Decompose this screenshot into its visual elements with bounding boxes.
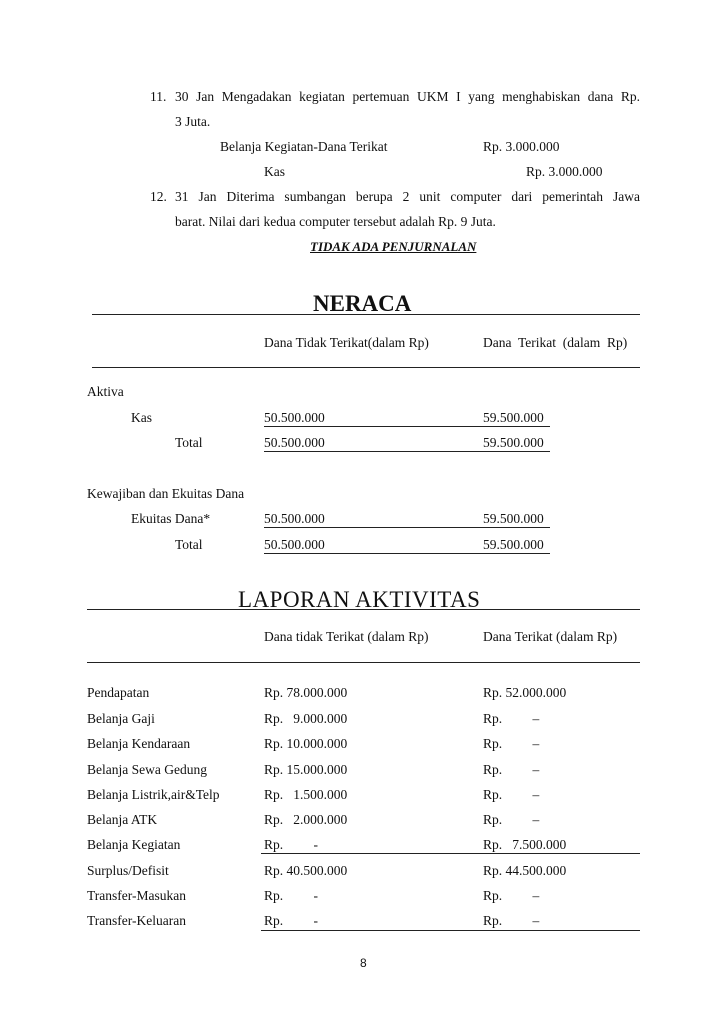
laporan-row-col1: Rp. 15.000.000	[264, 762, 348, 777]
journal-debit-account: Belanja Kegiatan-Dana Terikat	[220, 139, 388, 154]
laporan-row-col2: Rp. –	[483, 711, 540, 726]
neraca-total1-label: Total	[175, 435, 203, 450]
neraca-total2-col2: 59.500.000	[483, 537, 544, 552]
laporan-row-label: Belanja ATK	[87, 812, 158, 827]
laporan-row-label: Transfer-Masukan	[87, 888, 186, 903]
journal-no-entry-note: TIDAK ADA PENJURNALAN	[310, 239, 477, 254]
journal-credit-amount: Rp. 3.000.000	[526, 164, 603, 179]
journal-credit-account: Kas	[264, 164, 285, 179]
laporan-col2-header: Dana Terikat (dalam Rp)	[483, 629, 618, 644]
neraca-kas-rule	[264, 426, 550, 427]
journal-debit-amount: Rp. 3.000.000	[483, 139, 560, 154]
neraca-col2-header: Dana Terikat (dalam Rp)	[483, 335, 628, 350]
neraca-total2-label: Total	[175, 537, 203, 552]
laporan-row-col2: Rp. –	[483, 913, 540, 928]
laporan-subtotal-rule	[261, 853, 640, 854]
neraca-aktiva-heading: Aktiva	[87, 384, 124, 399]
laporan-row-col2: Rp. –	[483, 736, 540, 751]
laporan-row-col2: Rp. –	[483, 888, 540, 903]
laporan-row-col2: Rp. –	[483, 787, 540, 802]
neraca-kas-col2: 59.500.000	[483, 410, 544, 425]
laporan-bottom-rule	[261, 930, 640, 931]
journal-item-12-line2: barat. Nilai dari kedua computer tersebut adalah Rp. 9 Juta.	[175, 214, 496, 229]
page-number: 8	[360, 956, 367, 970]
neraca-ekuitas-label: Ekuitas Dana*	[131, 511, 211, 526]
laporan-row-label: Belanja Listrik,air&Telp	[87, 787, 220, 802]
neraca-col1-header: Dana Tidak Terikat(dalam Rp)	[264, 335, 429, 350]
laporan-row-col1: Rp. -	[264, 913, 318, 928]
laporan-row-col1: Rp. 1.500.000	[264, 787, 348, 802]
laporan-row-label: Pendapatan	[87, 685, 150, 700]
laporan-row-col2: Rp. 52.000.000	[483, 685, 567, 700]
neraca-kewajiban-heading: Kewajiban dan Ekuitas Dana	[87, 486, 245, 501]
laporan-row-col1: Rp. -	[264, 888, 318, 903]
neraca-total1-rule	[264, 451, 550, 452]
neraca-total2-col1: 50.500.000	[264, 537, 325, 552]
laporan-row-label: Surplus/Defisit	[87, 863, 169, 878]
laporan-row-col1: Rp. -	[264, 837, 318, 852]
laporan-row-col1: Rp. 78.000.000	[264, 685, 348, 700]
laporan-row-col2: Rp. 7.500.000	[483, 837, 567, 852]
journal-item-12-number: 12.	[150, 189, 167, 204]
laporan-row-label: Transfer-Keluaran	[87, 913, 186, 928]
laporan-col1-header: Dana tidak Terikat (dalam Rp)	[264, 629, 429, 644]
laporan-row-col1: Rp. 40.500.000	[264, 863, 348, 878]
neraca-total1-col2: 59.500.000	[483, 435, 544, 450]
laporan-row-col1: Rp. 10.000.000	[264, 736, 348, 751]
journal-item-12-line1: 31 Jan Diterima sumbangan berupa 2 unit computer dari pemerintah Jawa	[175, 189, 640, 204]
laporan-row-label: Belanja Sewa Gedung	[87, 762, 207, 777]
journal-item-11-line2: 3 Juta.	[175, 114, 211, 129]
laporan-row-col2: Rp. –	[483, 812, 540, 827]
neraca-ekuitas-col2: 59.500.000	[483, 511, 544, 526]
neraca-total1-col1: 50.500.000	[264, 435, 325, 450]
neraca-total2-rule	[264, 553, 550, 554]
journal-item-11-number: 11.	[150, 89, 167, 104]
laporan-title-rule	[87, 609, 640, 610]
neraca-header-rule	[92, 367, 640, 368]
laporan-title: LAPORAN AKTIVITAS	[238, 587, 481, 612]
neraca-kas-col1: 50.500.000	[264, 410, 325, 425]
laporan-row-col1: Rp. 9.000.000	[264, 711, 348, 726]
laporan-row-col2: Rp. 44.500.000	[483, 863, 567, 878]
neraca-title-rule	[92, 314, 640, 315]
laporan-header-rule	[87, 662, 640, 663]
neraca-kas-label: Kas	[131, 410, 152, 425]
laporan-row-label: Belanja Kegiatan	[87, 837, 181, 852]
journal-item-11-line1: 30 Jan Mengadakan kegiatan pertemuan UKM I yang menghabiskan dana Rp.	[175, 89, 640, 104]
laporan-row-label: Belanja Kendaraan	[87, 736, 191, 751]
laporan-row-col2: Rp. –	[483, 762, 540, 777]
neraca-ekuitas-col1: 50.500.000	[264, 511, 325, 526]
laporan-row-label: Belanja Gaji	[87, 711, 155, 726]
neraca-title: NERACA	[313, 291, 412, 316]
laporan-row-col1: Rp. 2.000.000	[264, 812, 348, 827]
neraca-ekuitas-rule	[264, 527, 550, 528]
